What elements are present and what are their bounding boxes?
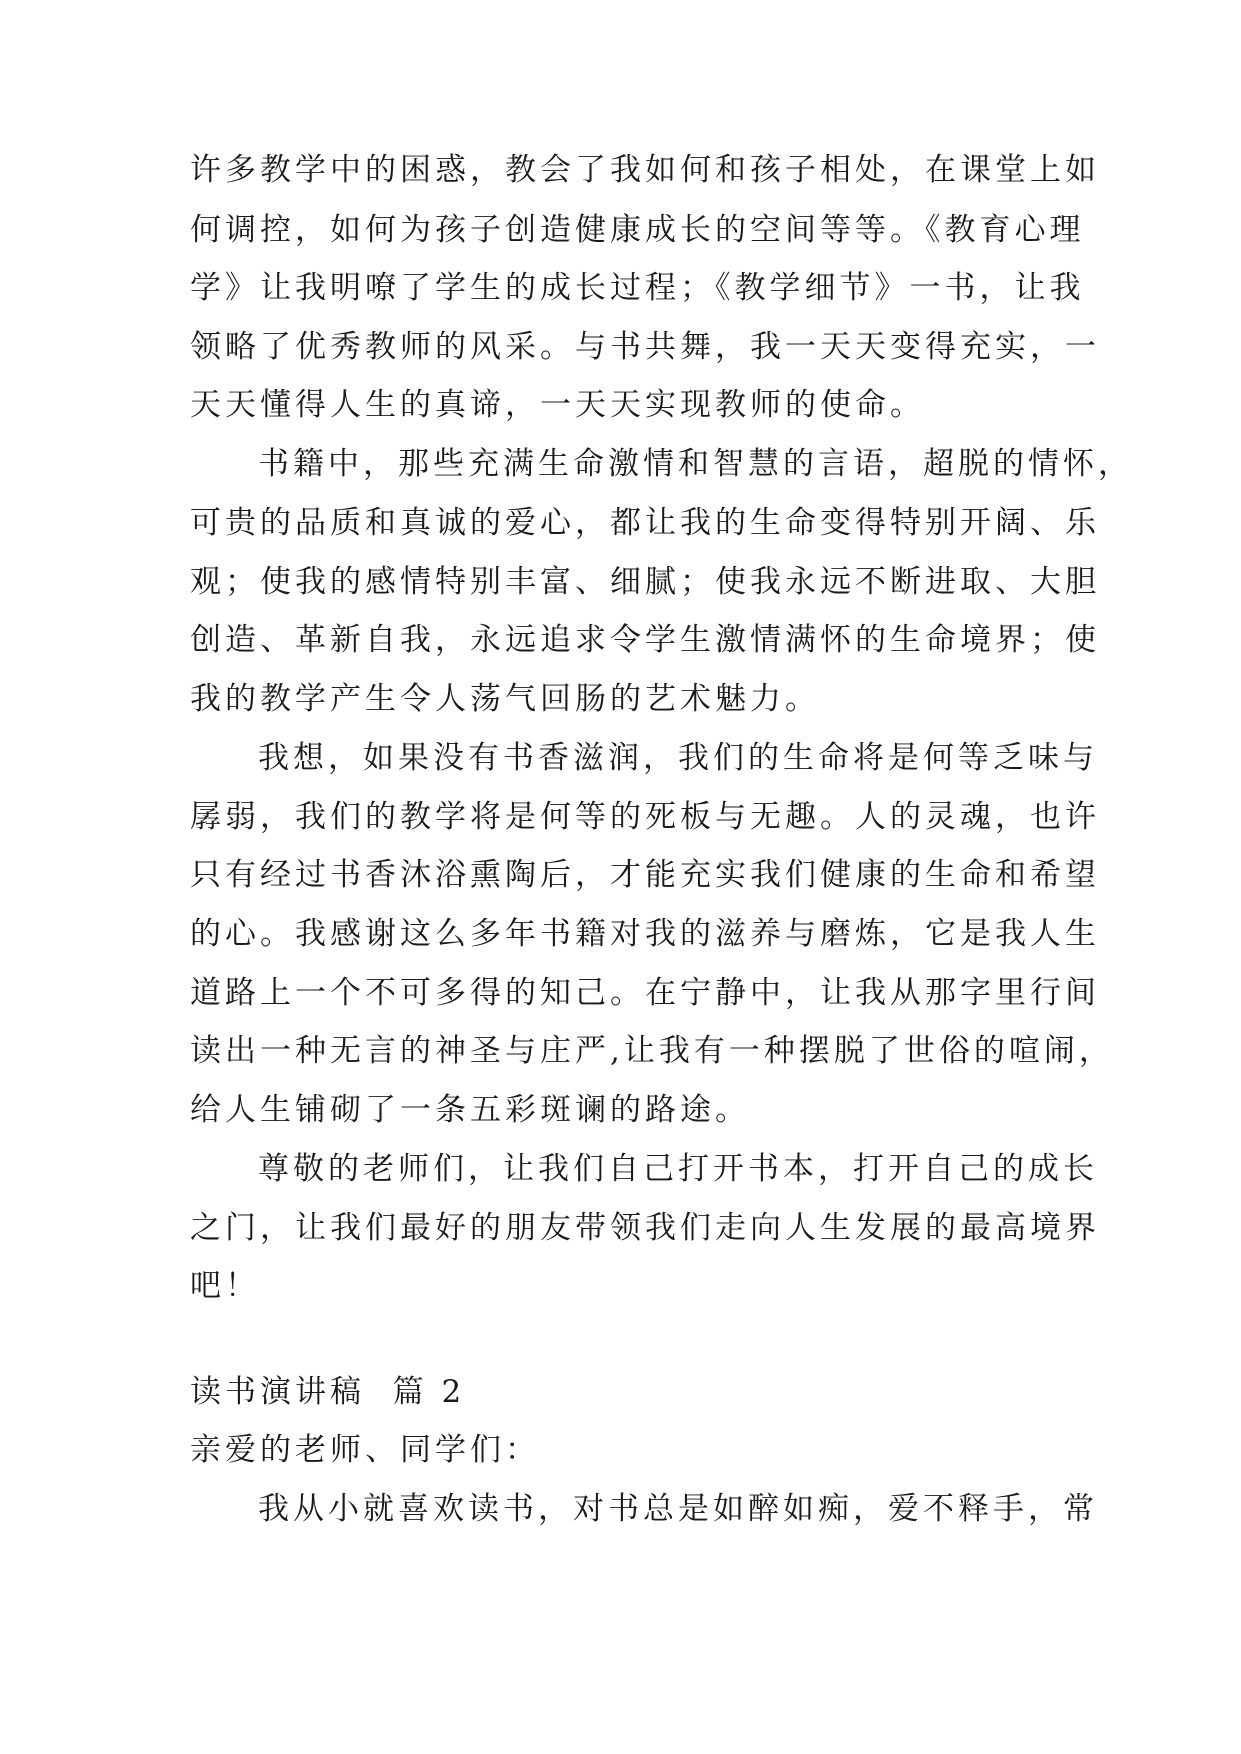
paragraph-3-line-1: 我想，如果没有书香滋润，我们的生命将是何等乏味与 xyxy=(258,740,1098,776)
paragraph-1-line-1: 许多教学中的困惑，教会了我如何和孩子相处，在课堂上如 xyxy=(190,152,1100,188)
paragraph-3-line-2: 孱弱，我们的教学将是何等的死板与无趣。人的灵魂，也许 xyxy=(190,799,1100,835)
salutation: 亲爱的老师、同学们： xyxy=(190,1432,540,1468)
paragraph-3-line-7: 给人生铺砌了一条五彩斑谰的路途。 xyxy=(190,1092,750,1128)
paragraph-2-line-1: 书籍中，那些充满生命激情和智慧的言语，超脱的情怀， xyxy=(258,446,1133,482)
paragraph-5-line-1: 我从小就喜欢读书，对书总是如醉如痴，爱不释手，常 xyxy=(258,1491,1098,1527)
paragraph-1-line-5: 天天懂得人生的真谛，一天天实现教师的使命。 xyxy=(190,387,925,423)
paragraph-3-line-6: 读出一种无言的神圣与庄严,让我有一种摆脱了世俗的喧闹， xyxy=(190,1033,1114,1069)
paragraph-4-line-3: 吧！ xyxy=(190,1268,260,1304)
paragraph-2-line-5: 我的教学产生令人荡气回肠的艺术魅力。 xyxy=(190,681,820,717)
paragraph-1-line-2: 何调控，如何为孩子创造健康成长的空间等等。《教育心理 xyxy=(190,212,1085,248)
paragraph-3-line-3: 只有经过书香沐浴熏陶后，才能充实我们健康的生命和希望 xyxy=(190,857,1100,893)
paragraph-4-line-1: 尊敬的老师们，让我们自己打开书本，打开自己的成长 xyxy=(258,1151,1098,1187)
paragraph-3-line-5: 道路上一个不可多得的知己。在宁静中，让我从那字里行间 xyxy=(190,975,1100,1011)
paragraph-1-line-3: 学》让我明嘹了学生的成长过程；《教学细节》一书，让我 xyxy=(190,270,1085,306)
paragraph-4-line-2: 之门，让我们最好的朋友带领我们走向人生发展的最高境界 xyxy=(190,1210,1100,1246)
section-title: 读书演讲稿 篇 2 xyxy=(190,1374,466,1410)
paragraph-2-line-3: 观；使我的感情特别丰富、细腻；使我永远不断进取、大胆 xyxy=(190,564,1100,600)
paragraph-1-line-4: 领略了优秀教师的风采。与书共舞，我一天天变得充实，一 xyxy=(190,329,1100,365)
paragraph-2-line-2: 可贵的品质和真诚的爱心，都让我的生命变得特别开阔、乐 xyxy=(190,505,1100,541)
paragraph-2-line-4: 创造、革新自我，永远追求令学生激情满怀的生命境界；使 xyxy=(190,622,1100,658)
paragraph-3-line-4: 的心。我感谢这么多年书籍对我的滋养与磨炼，它是我人生 xyxy=(190,916,1100,952)
